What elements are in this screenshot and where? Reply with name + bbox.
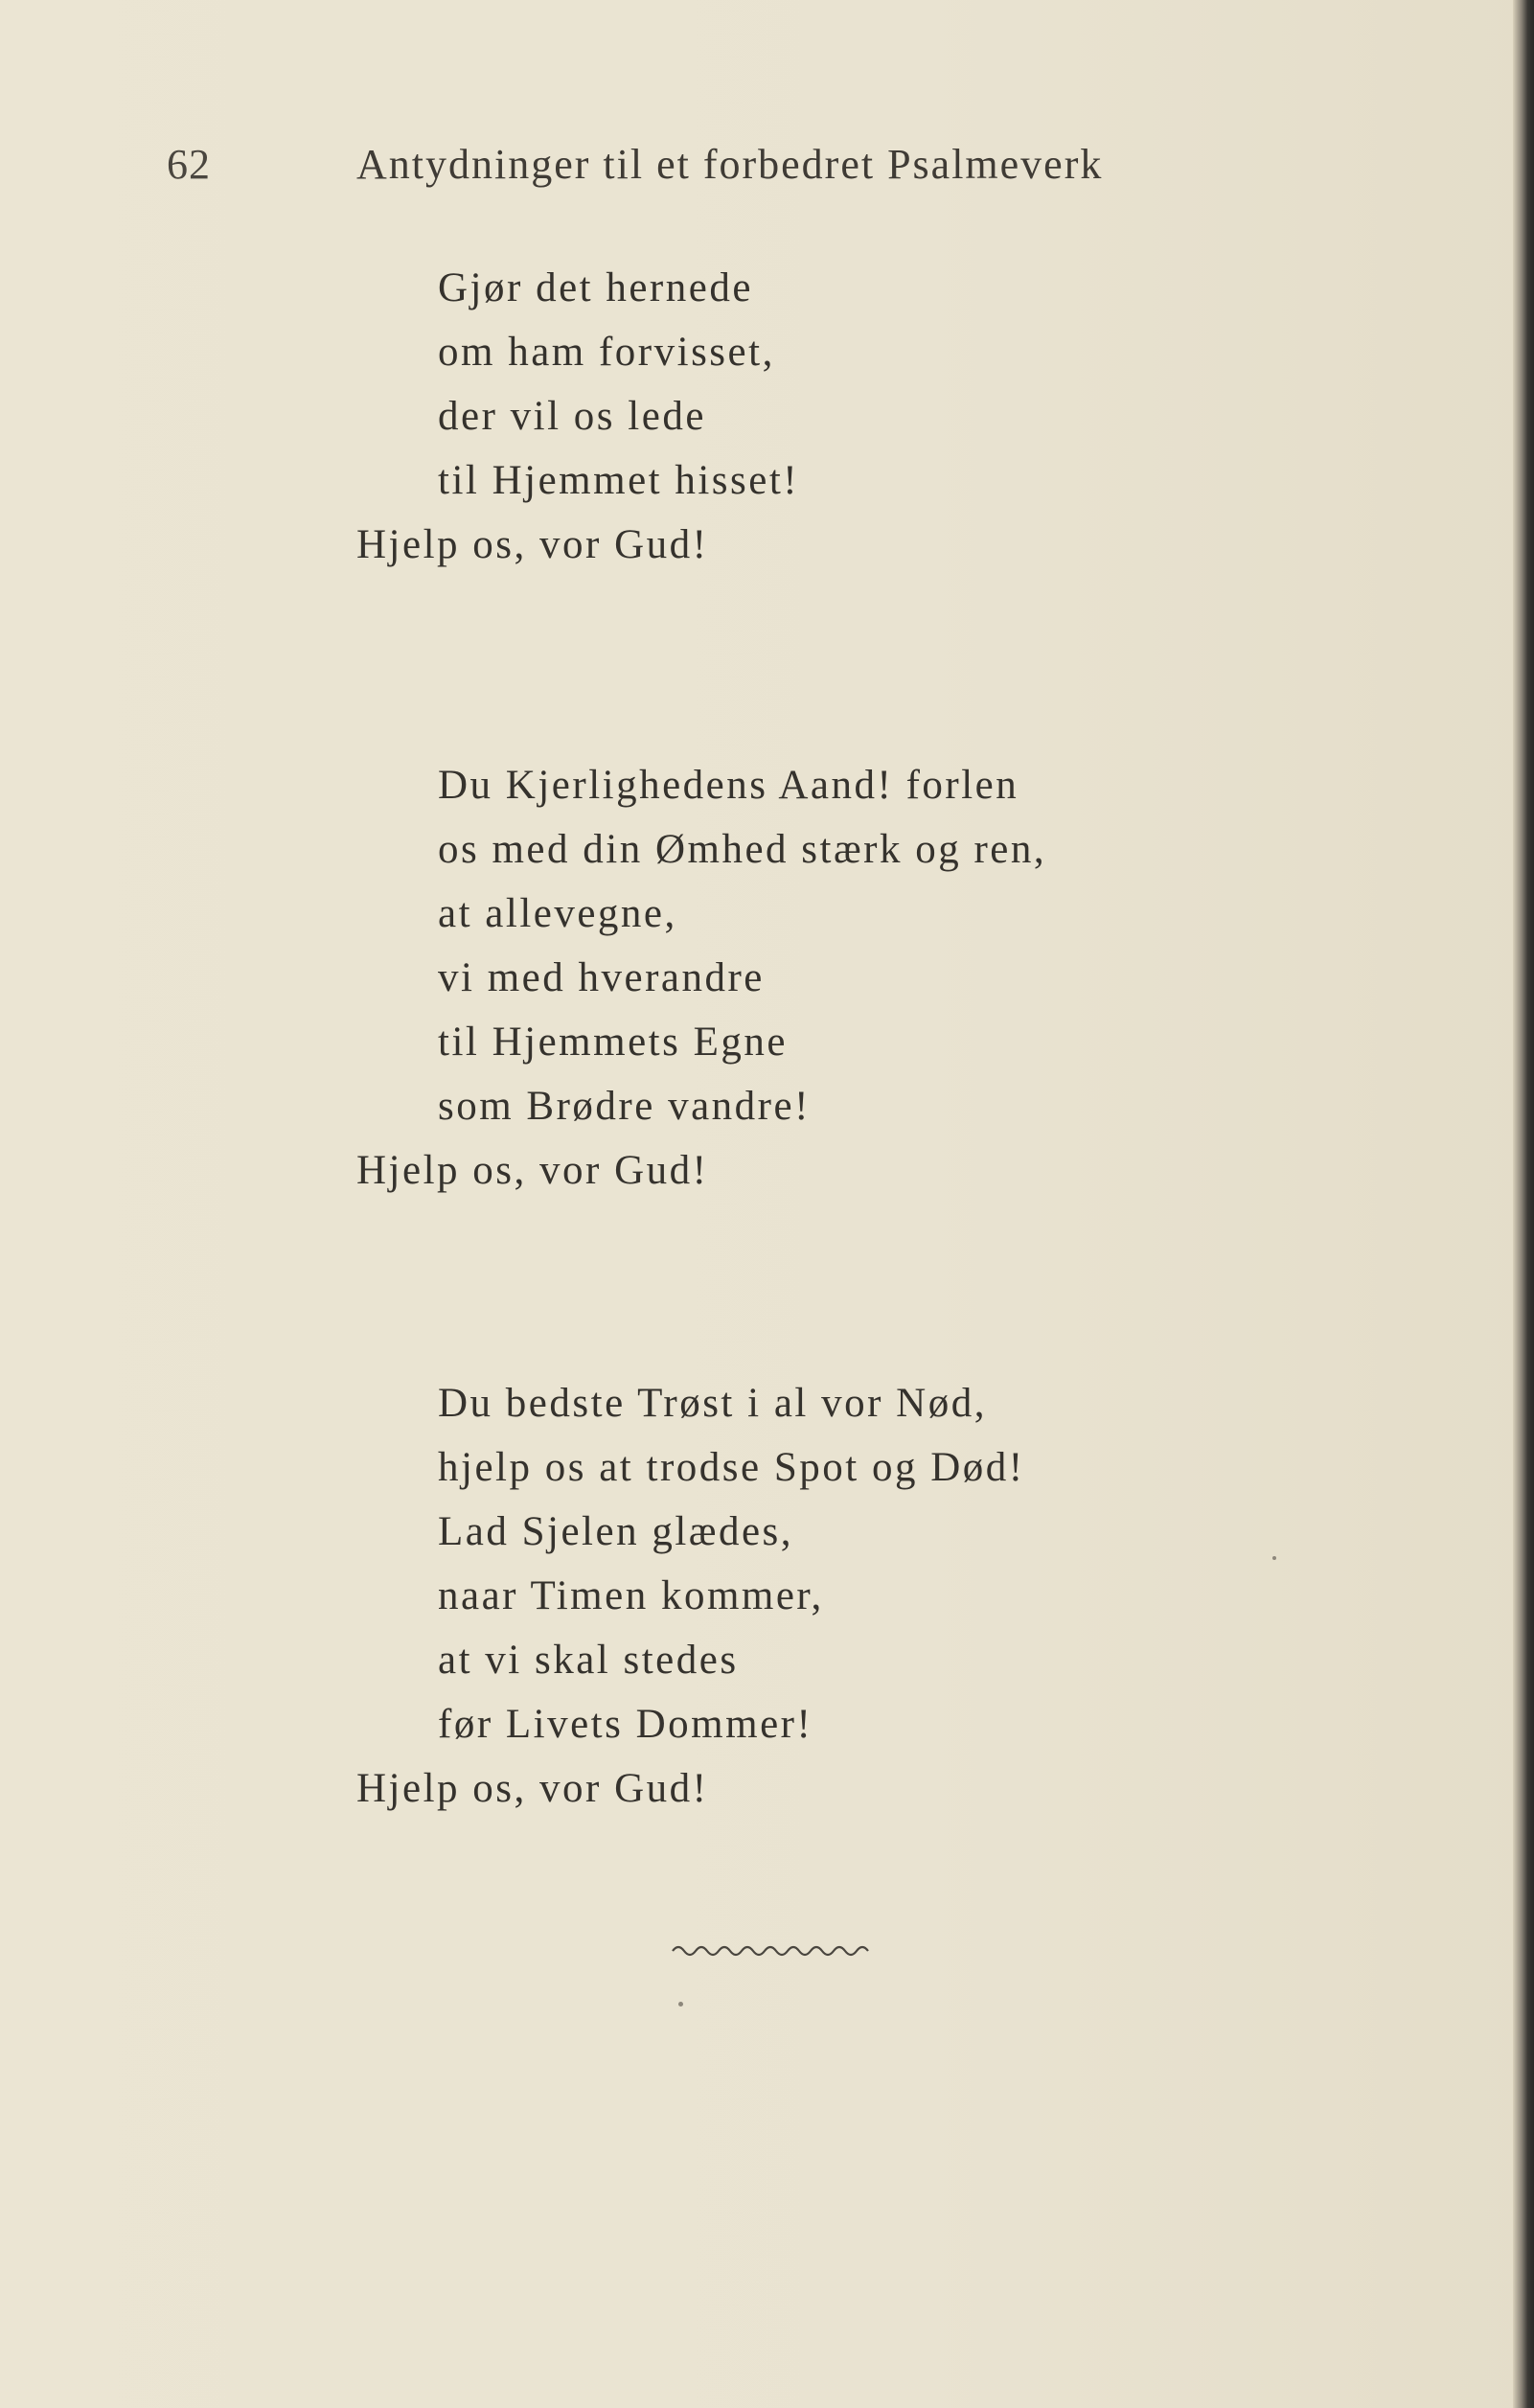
verse-line: at vi skal stedes bbox=[438, 1638, 739, 1683]
verse-line: som Brødre vandre! bbox=[438, 1084, 811, 1129]
verse-line: om ham forvisset, bbox=[438, 330, 775, 375]
verse-line: at allevegne, bbox=[438, 891, 677, 936]
page-number: 62 bbox=[167, 141, 211, 188]
running-title: Antydninger til et forbedret Psalmeverk bbox=[356, 141, 1104, 188]
verse-line: Lad Sjelen glædes, bbox=[438, 1509, 794, 1554]
verse-line: Du Kjerlighedens Aand! forlen bbox=[438, 763, 1019, 808]
refrain-line: Hjelp os, vor Gud! bbox=[356, 1766, 709, 1811]
paper-speck bbox=[1272, 1556, 1276, 1560]
verse-line: der vil os lede bbox=[438, 394, 706, 439]
verse-line: Gjør det hernede bbox=[438, 265, 753, 310]
refrain-line: Hjelp os, vor Gud! bbox=[356, 1148, 709, 1193]
verse-line: vi med hverandre bbox=[438, 955, 765, 1000]
running-head bbox=[0, 140, 1534, 197]
page-edge-shadow bbox=[1513, 0, 1534, 2408]
verse-line: naar Timen kommer, bbox=[438, 1573, 824, 1618]
verse-line: hjelp os at trodse Spot og Død! bbox=[438, 1445, 1025, 1490]
refrain-line: Hjelp os, vor Gud! bbox=[356, 522, 709, 567]
wavy-rule-ornament-icon bbox=[671, 1939, 872, 1959]
verse-line: os med din Ømhed stærk og ren, bbox=[438, 827, 1047, 872]
verse-line: Du bedste Trøst i al vor Nød, bbox=[438, 1381, 987, 1426]
verse-line: til Hjemmets Egne bbox=[438, 1020, 788, 1065]
verse-line: før Livets Dommer! bbox=[438, 1702, 813, 1747]
verse-line: til Hjemmet hisset! bbox=[438, 458, 800, 503]
paper-speck bbox=[678, 2002, 683, 2007]
